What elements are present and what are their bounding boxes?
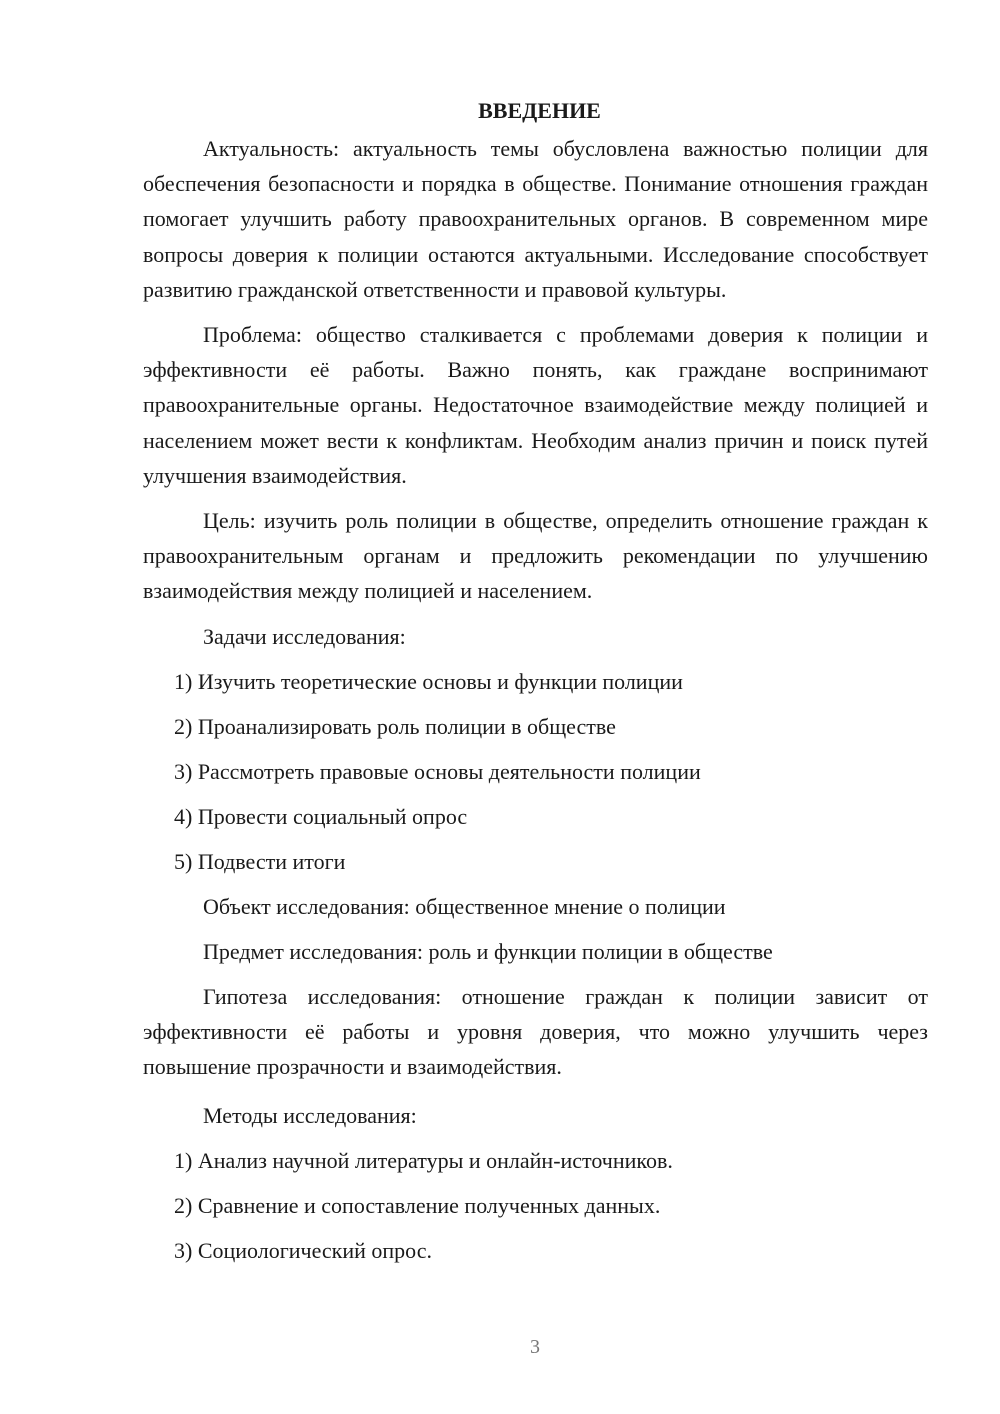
tasks-heading: Задачи исследования: — [203, 623, 406, 649]
problem-paragraph: Проблема: общество сталкивается с проблемами доверия к полиции и эффективности её работы. Важно понять, как граждане воспринимают правоохранительные органы. Недостаточное взаимодействие между полицией и населением может вести к конфликтам. Необходим анализ причин и поиск путей улучшения взаимодействия. — [143, 322, 928, 488]
goal-paragraph: Цель: изучить роль полиции в обществе, определить отношение граждан к правоохранительным органам и предложить рекомендации по улучшению взаимодействия между полицией и населением. — [143, 508, 928, 604]
methods-list — [143, 1143, 928, 1268]
page-content — [143, 96, 928, 1268]
list-item-method-3: 3) Социологический опрос. — [174, 1238, 432, 1264]
list-item-task-3: 3) Рассмотреть правовые основы деятельности полиции — [174, 758, 701, 784]
subject-line: Предмет исследования: роль и функции полиции в обществе — [203, 938, 773, 964]
tasks-list — [143, 664, 928, 879]
list-item-method-1: 1) Анализ научной литературы и онлайн-источников. — [174, 1148, 673, 1174]
relevance-paragraph: Актуальность: актуальность темы обусловлена важностью полиции для обеспечения безопасности и порядка в обществе. Понимание отношения граждан помогает улучшить работу правоохранительных органов. В современном мире вопросы доверия к полиции остаются актуальными. Исследование способствует развитию гражданской ответственности и правовой культуры. — [143, 136, 928, 302]
methods-heading: Методы исследования: — [203, 1103, 417, 1129]
section-title: ВВЕДЕНИЕ — [478, 98, 601, 123]
page-number: 3 — [530, 1336, 540, 1358]
list-item-task-4: 4) Провести социальный опрос — [174, 803, 468, 829]
list-item-method-2: 2) Сравнение и сопоставление полученных данных. — [174, 1193, 661, 1219]
object-line: Объект исследования: общественное мнение о полиции — [203, 893, 726, 919]
list-item-task-2: 2) Проанализировать роль полиции в обществе — [174, 713, 616, 739]
list-item-task-5: 5) Подвести итоги — [174, 848, 346, 874]
hypothesis-paragraph: Гипотеза исследования: отношение граждан к полиции зависит от эффективности её работы и уровня доверия, что можно улучшить через повышение прозрачности и взаимодействия. — [143, 983, 928, 1080]
list-item-task-1: 1) Изучить теоретические основы и функции полиции — [174, 668, 683, 694]
